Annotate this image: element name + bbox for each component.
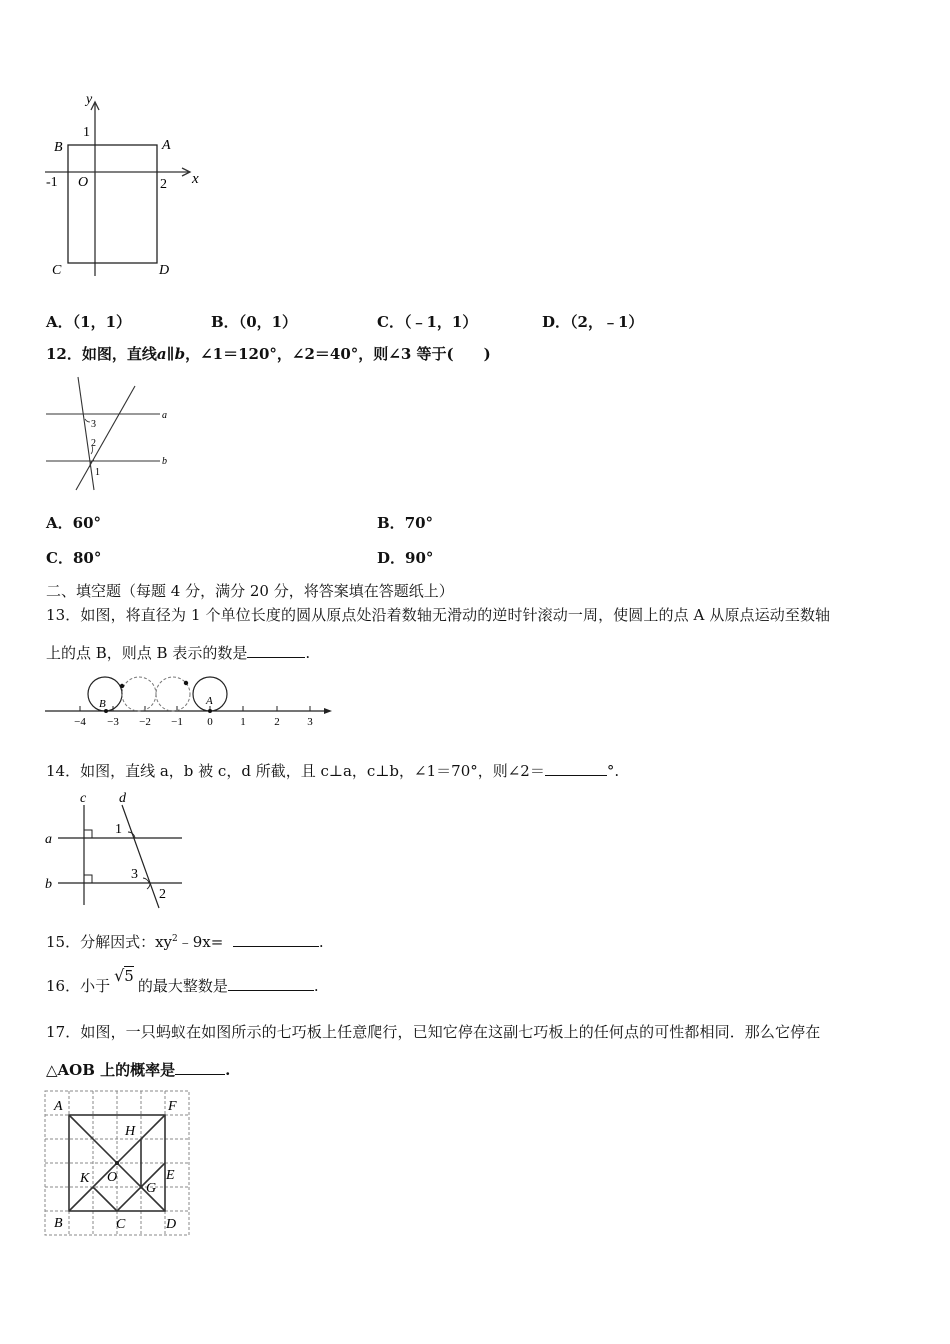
q17-line-1: 17．如图，一只蚂蚁在如图所示的七巧板上任意爬行，已知它停在这副七巧板上的任何点的可性都相同．那么它停在 — [46, 1023, 821, 1041]
tick-label: 0 — [207, 716, 213, 728]
point-label-b: B — [54, 1216, 63, 1231]
q12-stem: 12．如图，直线a∥b，∠1＝120°，∠2＝40°，则∠3 等于( ) — [46, 345, 491, 363]
tick-label: −3 — [107, 716, 119, 728]
q11-coordinate-figure — [40, 88, 210, 288]
line-label-b: b — [45, 877, 52, 892]
y-axis-label: y — [86, 92, 93, 107]
q12-option-d[interactable]: D．90° — [377, 549, 434, 567]
q16-stem: 16．小于√5的最大整数是 . — [46, 966, 319, 995]
angle-label-2: 2 — [159, 887, 166, 902]
tick-label-neg1: -1 — [46, 175, 58, 190]
tick-label-1: 1 — [83, 125, 90, 140]
point-label-e: E — [166, 1168, 175, 1183]
q11-option-b[interactable]: B．（0，1） — [211, 313, 298, 331]
point-label-b: B — [99, 698, 106, 710]
point-label-h: H — [125, 1124, 136, 1139]
q12-option-c[interactable]: C．80° — [46, 549, 102, 567]
x-axis-label: x — [192, 171, 199, 187]
point-label-c: C — [116, 1217, 126, 1232]
angle-label-2: 2 — [91, 438, 96, 449]
q12-option-b[interactable]: B．70° — [377, 514, 434, 532]
q16-answer-blank[interactable] — [228, 976, 314, 991]
q17-answer-blank[interactable] — [175, 1060, 225, 1075]
point-label-k: K — [80, 1171, 90, 1186]
tick-label: 3 — [307, 716, 313, 728]
tick-label: −1 — [171, 716, 183, 728]
tick-label: 1 — [240, 716, 246, 728]
tick-label: −2 — [139, 716, 151, 728]
line-label-c: c — [80, 791, 87, 806]
q17-line-2: △AOB 上的概率是 . — [46, 1061, 231, 1079]
point-label-c: C — [52, 263, 62, 278]
origin-label: O — [78, 175, 89, 190]
q13-answer-blank[interactable] — [247, 643, 305, 658]
point-label-a: A — [206, 695, 213, 707]
point-label-o: O — [107, 1170, 118, 1185]
q14-answer-blank[interactable] — [545, 761, 607, 776]
sqrt-5-expression: √5 — [114, 966, 134, 985]
angle-label-3: 3 — [91, 419, 96, 430]
q14-transversal-figure — [42, 788, 192, 914]
point-label-d: D — [159, 263, 170, 278]
q12-option-a[interactable]: A．60° — [46, 514, 102, 532]
q14-stem: 14．如图，直线 a，b 被 c，d 所截，且 c⊥a，c⊥b，∠1＝70°，则∠2＝ °. — [46, 762, 620, 780]
line-label-a: a — [45, 832, 52, 847]
q12-parallel-lines-figure — [42, 374, 177, 494]
angle-label-1: 1 — [95, 467, 100, 478]
point-label-f: F — [168, 1099, 177, 1114]
q13-line-1: 13．如图，将直径为 1 个单位长度的圆从原点处沿着数轴无滑动的逆时针滚动一周，使圆上的点 A 从原点运动至数轴 — [46, 606, 831, 624]
q15-stem: 15．分解因式：$xy^2﹣9x=$ . — [46, 933, 324, 951]
point-label-d: D — [166, 1217, 177, 1232]
tick-label-2: 2 — [160, 177, 167, 192]
tick-label: −4 — [74, 716, 86, 728]
line-label-b: b — [162, 456, 167, 467]
point-label-a: A — [54, 1099, 63, 1114]
line-label-a: a — [162, 410, 167, 421]
q13-number-line-figure — [40, 668, 340, 732]
q11-option-c[interactable]: C．（﹣1，1） — [377, 313, 478, 331]
point-label-b: B — [54, 140, 63, 155]
q15-answer-blank[interactable] — [233, 932, 319, 947]
angle-label-3: 3 — [131, 867, 138, 882]
point-label-a: A — [162, 138, 171, 153]
q17-tangram-figure — [44, 1090, 192, 1238]
angle-label-1: 1 — [115, 822, 122, 837]
line-label-d: d — [119, 791, 126, 806]
q13-line-2: 上的点 B，则点 B 表示的数是 . — [46, 644, 311, 662]
q11-option-a[interactable]: A．（1，1） — [46, 313, 132, 331]
point-label-g: G — [146, 1181, 157, 1196]
section-2-heading: 二、填空题（每题 4 分，满分 20 分，将答案填在答题纸上） — [46, 582, 454, 600]
q11-option-d[interactable]: D．（2，﹣1） — [542, 313, 644, 331]
tick-label: 2 — [274, 716, 280, 728]
